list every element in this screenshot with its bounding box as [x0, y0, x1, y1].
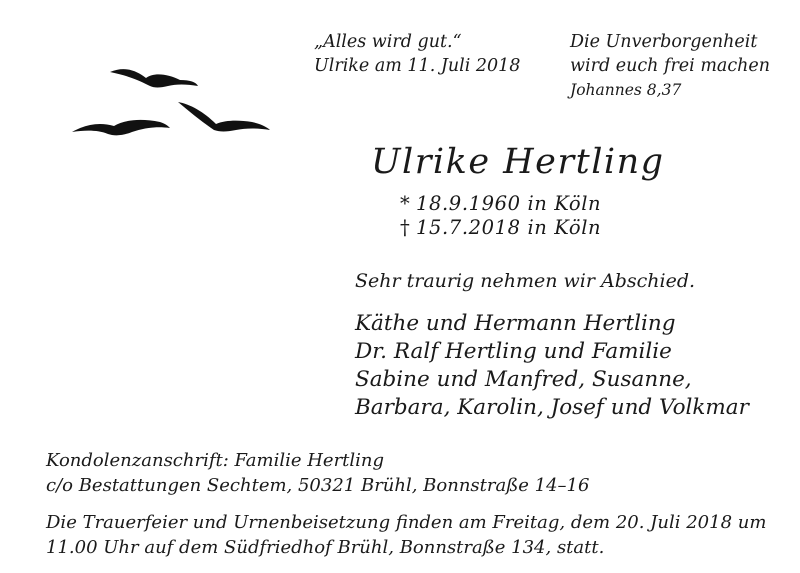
bird-left: [72, 120, 170, 135]
motto-quote: [314, 30, 520, 78]
bird-top: [110, 69, 198, 87]
condolence-line-1: Kondolenzanschrift: Familie Hertling: [46, 450, 385, 471]
funeral-line-2: 11.00 Uhr auf dem Südfriedhof Brühl, Bonnstraße 134, statt.: [46, 537, 605, 558]
flying-birds-icon: [64, 14, 274, 144]
bible-quote-line-2: wird euch frei machen: [570, 56, 771, 76]
bird-right: [178, 102, 270, 132]
deceased-name: Ulrike Hertling: [371, 142, 665, 182]
mourner-line: Käthe und Hermann Hertling: [355, 311, 676, 336]
bible-quote-reference: Johannes 8,37: [570, 81, 682, 99]
funeral-notice: [46, 510, 766, 560]
farewell-line: Sehr traurig nehmen wir Abschied.: [355, 270, 696, 292]
life-dates: [400, 192, 601, 240]
death-cross-icon: †: [400, 216, 411, 239]
mourner-line: Dr. Ralf Hertling und Familie: [355, 339, 672, 364]
birth-date-line: [400, 192, 601, 216]
funeral-line-1: Die Trauerfeier und Urnenbeisetzung finden am Freitag, dem 20. Juli 2018 um: [46, 512, 767, 533]
birth-star-icon: *: [400, 192, 411, 215]
bible-quote-line-1: Die Unverborgenheit: [570, 32, 758, 52]
mourner-line: Barbara, Karolin, Josef und Volkmar: [355, 395, 749, 420]
motto-quote-line: „Alles wird gut.“: [314, 32, 462, 52]
condolence-address: [46, 448, 589, 498]
motto-quote-attribution: Ulrike am 11. Juli 2018: [314, 56, 521, 76]
mourners-list: [355, 310, 749, 422]
bible-quote: [570, 30, 770, 102]
condolence-line-2: c/o Bestattungen Sechtem, 50321 Brühl, Bonnstraße 14–16: [46, 475, 590, 496]
mourner-line: Sabine und Manfred, Susanne,: [355, 367, 692, 392]
death-date: 15.7.2018 in Köln: [416, 216, 602, 239]
birth-date: 18.9.1960 in Köln: [416, 192, 602, 215]
death-date-line: [400, 216, 601, 240]
